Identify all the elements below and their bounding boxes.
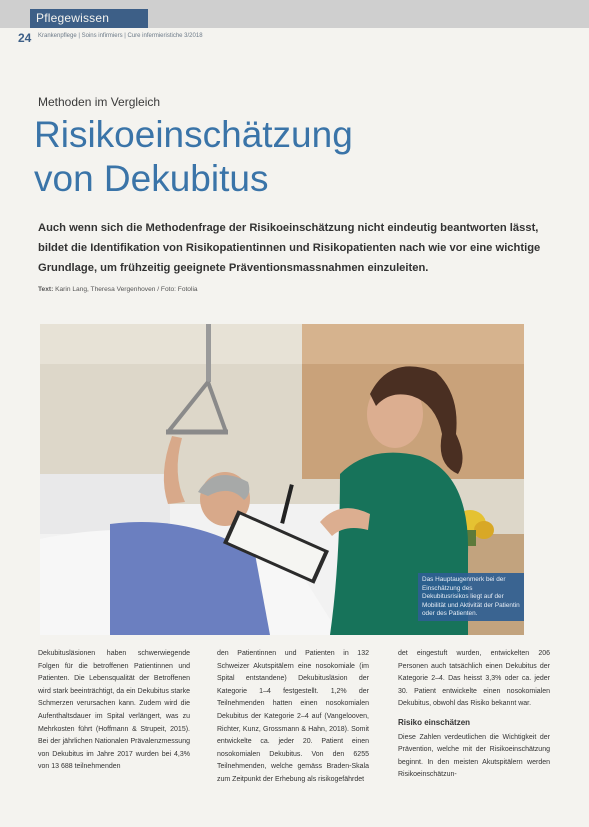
running-head: Krankenpflege | Soins infirmiers | Cure infermieristiche 3/2018 bbox=[38, 33, 203, 39]
article-title bbox=[34, 113, 353, 201]
credits-label: Text: bbox=[38, 286, 54, 293]
body-paragraph-1: Dekubitusläsionen haben schwerwiegende Folgen für die betroffenen Patientinnen und Patienten. Die Lebensqualität der Betroffenen wird stark beeinträchtigt, da ein Dekubitus starke Schmerzen verursachen kann. Zudem wird die Aufenthaltsdauer im Spital verlängert, was zu Mehrkosten führt (Hoffmann & Strupeit, 2015). Bei der jährlichen Nationalen Prävalenzmessung von Dekubitus im Jahre 2017 wurden bei 4,3% von 13 688 teilnehmenden bbox=[38, 650, 190, 771]
kicker: Methoden im Vergleich bbox=[38, 95, 161, 109]
body-paragraph-4: Diese Zahlen verdeutlichen die Wichtigkeit der Prävention, welche mit der Risikoeinschätzung beginnt. In den meisten Akutspitälern werden Risikoeinschätzun- bbox=[398, 733, 550, 779]
body-paragraph-2: den Patientinnen und Patienten in 132 Schweizer Akutspitälern eine nosokomiale (im Spital entstandene) Dekubitusläsion der Kategorie 1–4 festgestellt. 1,2% der Teilnehmenden hatten einen nosokomialen Dekubitus der Kategorie 2–4 auf (Vangelooven, Richter, Kunz, Grossmann & Hahn, 2018). Somit entwickelte ca. jeder 20. Patient einen nosokomialen Dekubitus. Von den 6255 Teilnehmenden, welche gemäss Braden-Skala zum Zeitpunkt der Erhebung als risikogefährdet bbox=[217, 650, 369, 783]
title-line-1: Risikoeinschätzung bbox=[34, 114, 353, 155]
body-column-2 bbox=[217, 648, 369, 787]
body-column-3 bbox=[398, 648, 550, 782]
photo-caption: Das Hauptaugenmerk bei der Einschätzung des Dekubitusrisikos liegt auf der Mobilität und Aktivität der Patientin oder des Patienten. bbox=[422, 576, 520, 618]
body-column-1 bbox=[38, 648, 190, 774]
credits-text: Karin Lang, Theresa Vergenhoven / Foto: Fotolia bbox=[55, 286, 198, 293]
credits bbox=[38, 286, 198, 293]
body-paragraph-3: det eingestuft wurden, entwickelten 206 Personen auch tatsächlich einen Dekubitus der Kategorie 2–4. Das heisst 3,3% oder ca. jeder 30. Patient entwickelte einen nosokomialen Dekubitus, obwohl das Risiko bekannt war. bbox=[398, 650, 550, 708]
page-number: 24 bbox=[18, 31, 32, 45]
section-label: Pflegewissen bbox=[36, 11, 110, 25]
title-line-2: von Dekubitus bbox=[34, 158, 269, 199]
lead-paragraph: Auch wenn sich die Methodenfrage der Risikoeinschätzung nicht eindeutig beantworten lässt, bildet die Identifikation von Risikopatientinnen und Risikopatienten nach wie vor eine wichtige Grundlage, um frühzeitig geeignete Präventionsmassnahmen einzuleiten. bbox=[38, 222, 541, 274]
subheading: Risiko einschätzen bbox=[398, 717, 471, 727]
